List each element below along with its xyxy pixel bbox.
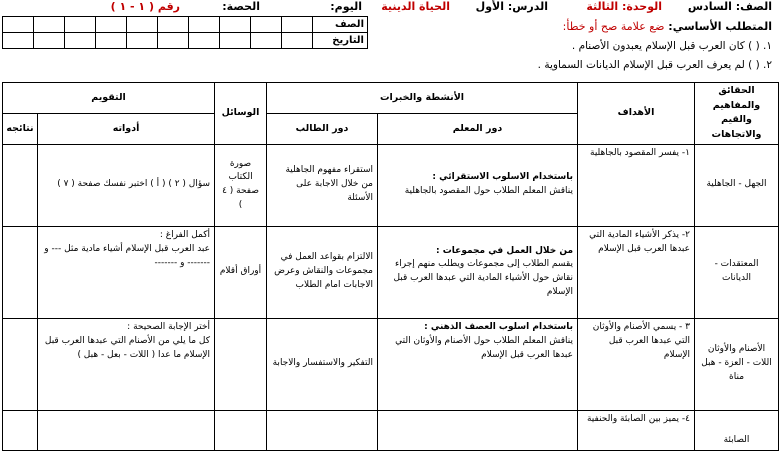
tools-cell — [38, 318, 215, 410]
header-objectives: الأهداف — [578, 83, 695, 145]
tools-title: أكمل الفراغ : — [159, 229, 211, 240]
objective-text: ٢- يذكر الأشياء المادية التي عبدها العرب قبل الإسلام — [589, 229, 691, 254]
fact-cell: الأصنام والأوثان اللات - العزة - هبل مناة — [695, 318, 779, 410]
objective-text: ١- يفسر المقصود بالجاهلية — [590, 147, 691, 158]
header-row-1 — [3, 83, 779, 114]
grid-cell — [220, 17, 251, 33]
number-label: رقم ( ١ - ١ ) — [110, 0, 180, 13]
results-cell — [3, 226, 38, 318]
grid-cell — [251, 17, 282, 33]
tools-text: عبد العرب قبل الإسلام أشياء مادية مثل --- و ------- و ------- — [44, 243, 211, 268]
teacher-text: يقسم الطلاب إلى مجموعات ويطلب منهم إجراء نقاش حول الأشياء المادية التي عبدها العرب قبل الإسلام — [393, 259, 574, 298]
header-tools: أدواته — [38, 113, 215, 144]
objective-text: ٣ - يسمي الأصنام والأوثان التي عبدها العرب قبل الإسلام — [592, 321, 691, 360]
grid-cell — [282, 33, 313, 49]
lesson-label: الدرس: الأول — [475, 0, 548, 13]
student-role-cell: التفكير والاستفسار والاجابة — [267, 318, 378, 410]
tools-title: أختر الإجابة الصحيحة : — [127, 321, 211, 332]
grid-cell — [34, 17, 65, 33]
requirement-label: المتطلب الأساسي: — [668, 20, 772, 33]
header-facts: الحقائق والمفاهيم والقيم والاتجاهات — [695, 83, 779, 145]
teacher-text: يناقش المعلم الطلاب حول المقصود بالجاهلية — [404, 186, 574, 197]
objective-cell — [578, 318, 695, 410]
teacher-text: يناقش المعلم الطلاب حول الأصنام والأوثان التي عبدها العرب قبل الإسلام — [395, 335, 574, 360]
grid-cell — [127, 17, 158, 33]
grid-cell — [96, 33, 127, 49]
day-label: اليوم: — [330, 0, 362, 13]
lesson-header — [0, 0, 780, 14]
basic-requirement — [563, 20, 772, 33]
grid-cell — [34, 33, 65, 49]
header-student-role: دور الطالب — [267, 113, 378, 144]
student-role-cell — [267, 410, 378, 450]
objective-text: ٤- يميز بين الصابئة والحنفية — [586, 413, 691, 424]
grid-cell — [189, 33, 220, 49]
grid-class-label: الصف — [313, 17, 368, 33]
tools-cell — [38, 410, 215, 450]
tools-text: كل ما يلي من الأصنام التي عبدها العرب قبل الإسلام ما عدا ( اللات - بعل - هبل ) — [44, 335, 211, 360]
results-cell — [3, 318, 38, 410]
topic-label: الحياة الدينية — [381, 0, 450, 13]
results-cell — [3, 410, 38, 450]
fact-cell: الجهل - الجاهلية — [695, 144, 779, 226]
grid-cell — [65, 33, 96, 49]
grid-cell — [220, 33, 251, 49]
teacher-role-cell — [378, 318, 578, 410]
objective-cell — [578, 410, 695, 450]
header-activities: الأنشطة والخبرات — [267, 83, 578, 114]
grid-cell — [251, 33, 282, 49]
grid-cell — [3, 33, 34, 49]
teacher-role-cell — [378, 410, 578, 450]
class-date-grid — [2, 16, 368, 49]
grid-cell — [96, 17, 127, 33]
header-evaluation: التقويم — [3, 83, 215, 114]
teacher-method: باستخدام اسلوب العصف الذهني : — [424, 321, 574, 332]
grid-cell — [158, 17, 189, 33]
table-row — [3, 144, 779, 226]
student-role-cell: الالتزام بقواعد العمل في مجموعات والنقاش وعرض الاجابات امام الطلاب — [267, 226, 378, 318]
question-text: ( ) كان العرب قبل الإسلام يعبدون الأصنام . — [571, 40, 760, 52]
grid-cell — [127, 33, 158, 49]
grid-row-date — [3, 33, 368, 49]
tools-cell — [38, 226, 215, 318]
header-results: نتائجه — [3, 113, 38, 144]
table-row — [3, 226, 779, 318]
question-number: ١. — [763, 40, 772, 52]
aids-cell: أوراق أقلام — [215, 226, 267, 318]
aids-cell — [215, 318, 267, 410]
grid-cell — [65, 17, 96, 33]
grid-row-class — [3, 17, 368, 33]
question-2 — [538, 59, 772, 71]
grid-date-label: التاريخ — [313, 33, 368, 49]
table-row — [3, 410, 779, 450]
objective-cell — [578, 226, 695, 318]
teacher-role-cell — [378, 144, 578, 226]
aids-cell — [215, 410, 267, 450]
grid-cell — [3, 17, 34, 33]
header-teacher-role: دور المعلم — [378, 113, 578, 144]
table-row — [3, 318, 779, 410]
lesson-no-label: الحصة: — [222, 0, 260, 13]
lesson-plan-table — [2, 82, 779, 451]
fact-cell: المعتقدات - الديانات — [695, 226, 779, 318]
results-cell — [3, 144, 38, 226]
student-role-cell: استقراء مفهوم الجاهلية من خلال الاجابة على الأسئلة — [267, 144, 378, 226]
question-1 — [572, 40, 772, 52]
grid-cell — [282, 17, 313, 33]
requirement-instruction: ضع علامة صح أو خطأ: — [562, 20, 665, 33]
grid-cell — [158, 33, 189, 49]
grid-cell — [189, 17, 220, 33]
header-aids: الوسائل — [215, 83, 267, 145]
aids-cell: صورة الكتاب صفحة ( ٤ ) — [215, 144, 267, 226]
unit-label: الوحدة: الثالثة — [586, 0, 662, 13]
teacher-method: من خلال العمل في مجموعات : — [436, 245, 574, 256]
objective-cell — [578, 144, 695, 226]
tools-cell: سؤال ( ٢ ) ( أ ) اختبر نفسك صفحة ( ٧ ) — [38, 144, 215, 226]
teacher-role-cell — [378, 226, 578, 318]
fact-cell: الصابئة — [695, 410, 779, 450]
question-number: ٢. — [763, 59, 772, 71]
teacher-method: باستخدام الاسلوب الاستقرائي : — [432, 172, 574, 183]
grade-label: الصف: السادس — [687, 0, 772, 13]
question-text: ( ) لم يعرف العرب قبل الإسلام الديانات السماوية . — [537, 59, 760, 71]
